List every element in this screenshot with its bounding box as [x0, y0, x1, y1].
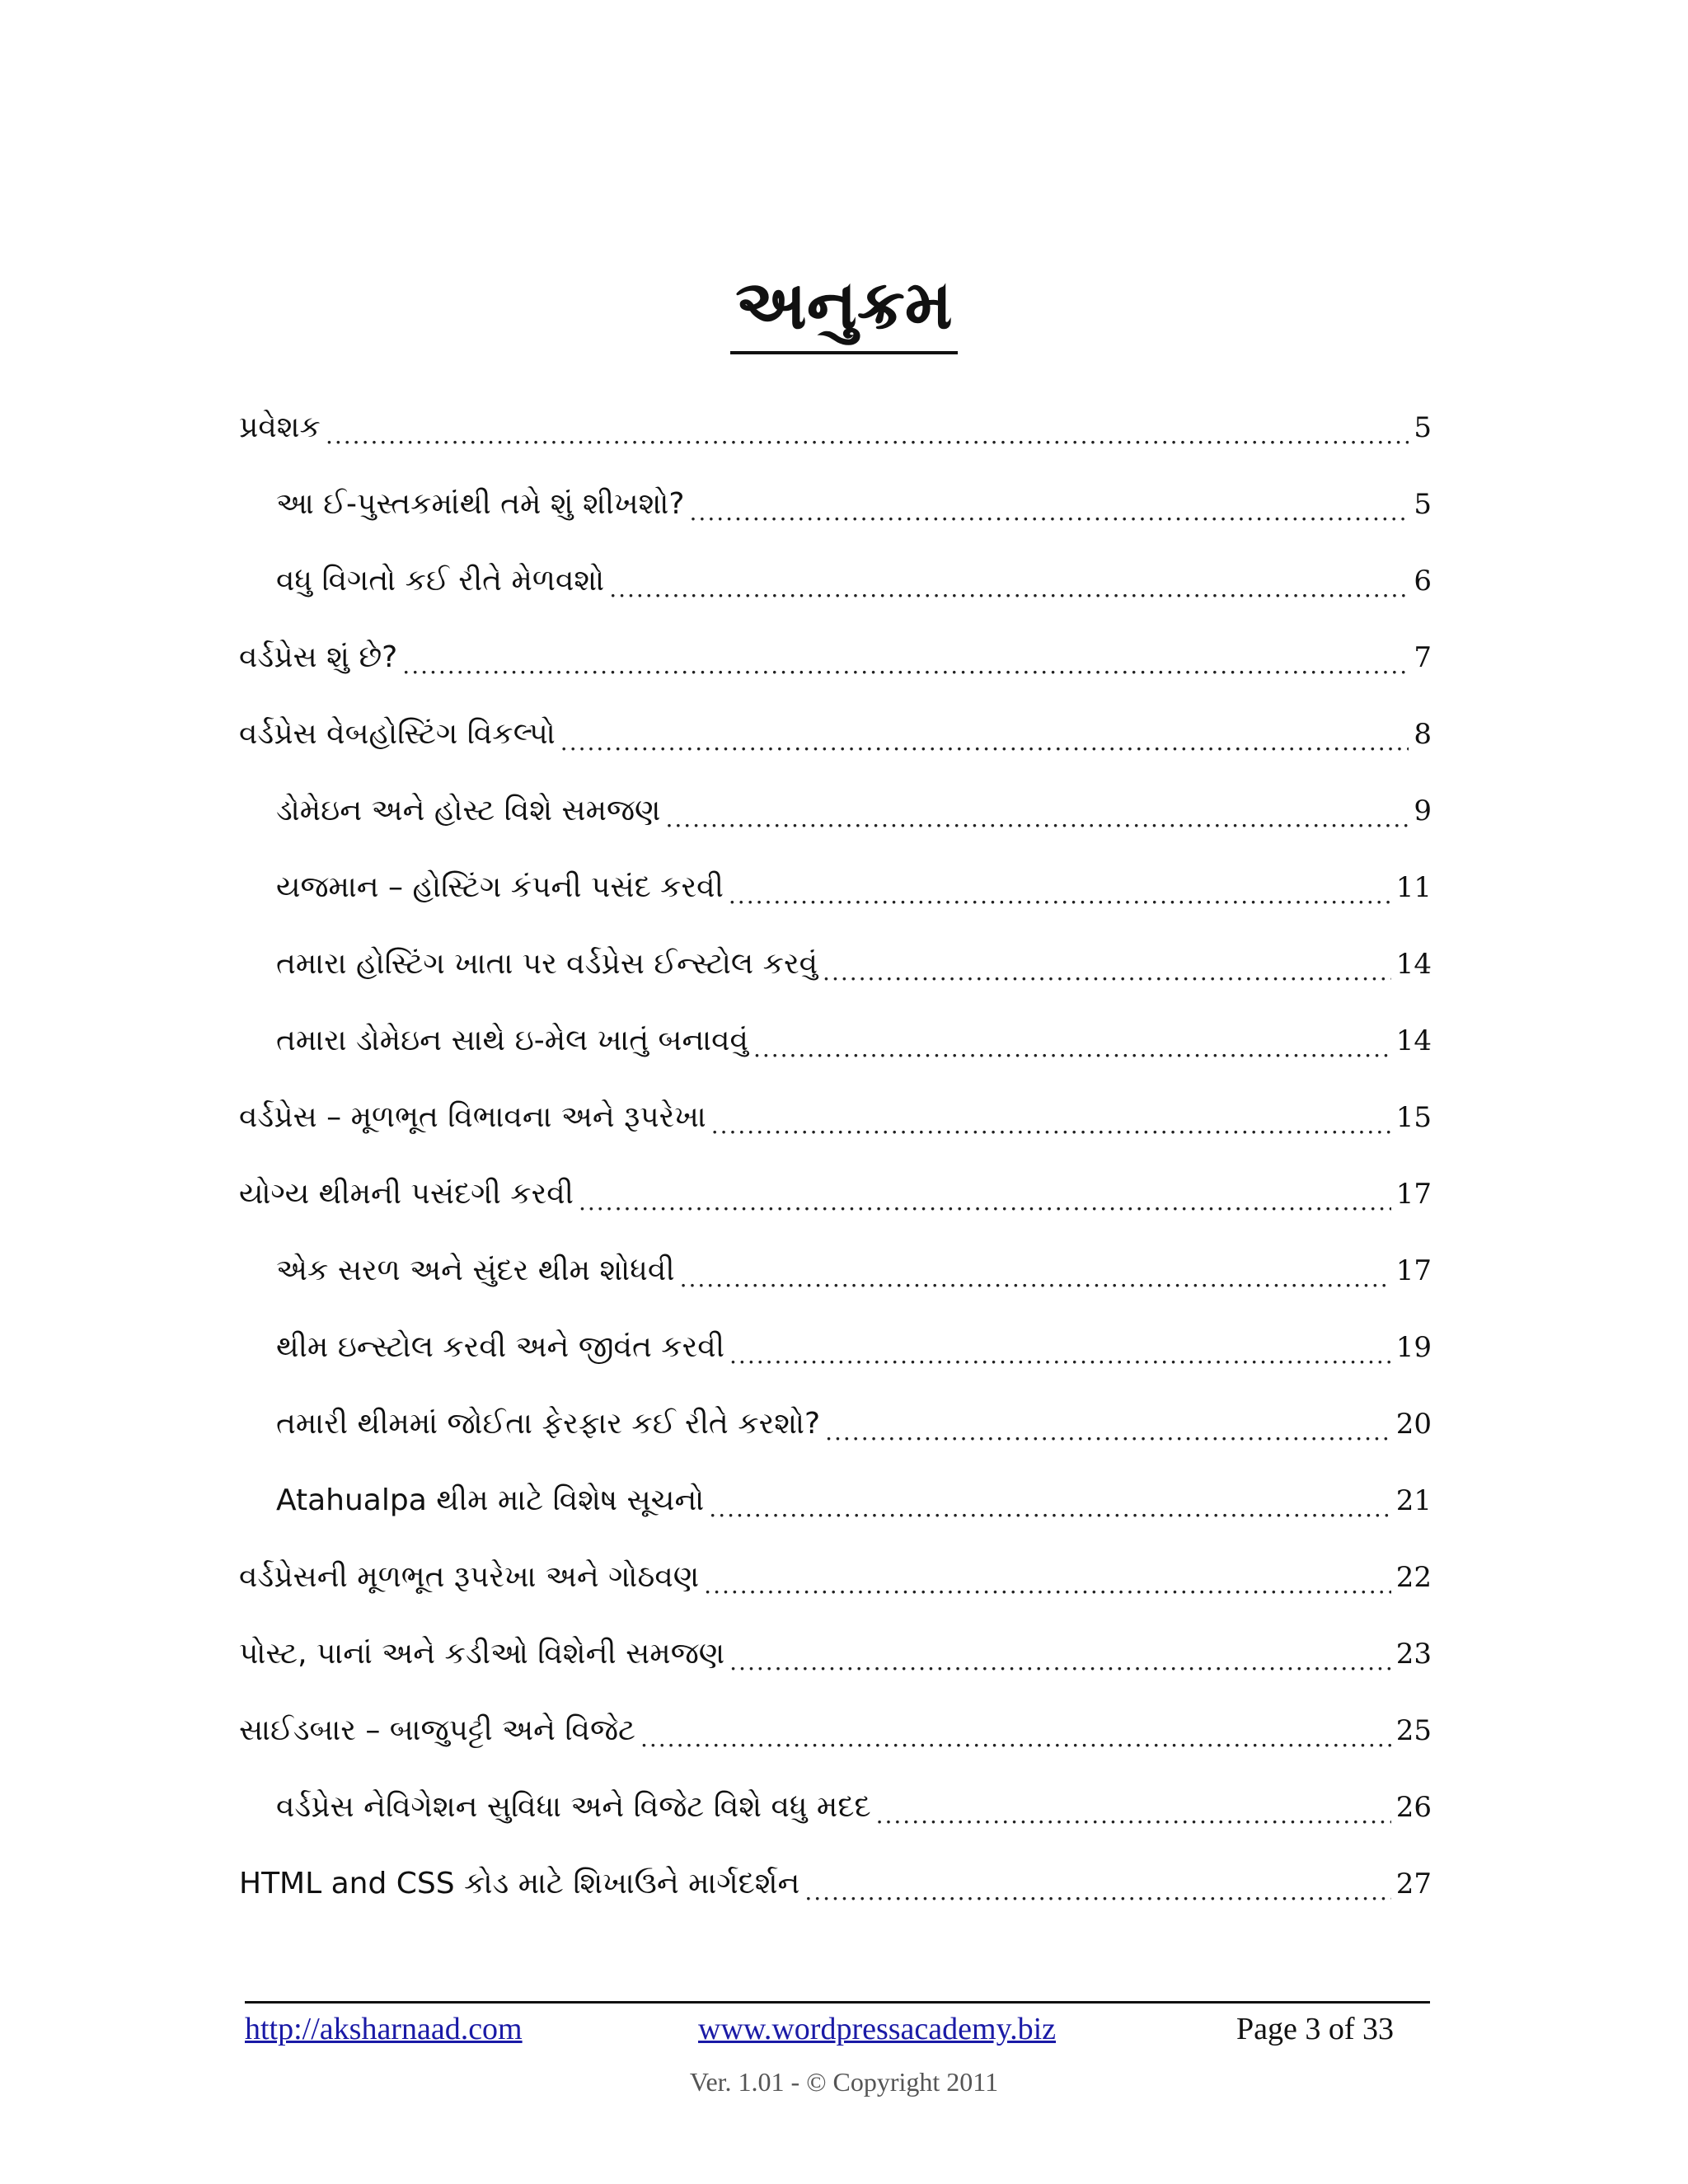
toc-entry-label: તમારા ડોમેઇન સાથે ઇ-મેલ ખાતું બનાવવું — [276, 1023, 748, 1057]
toc-dot-leader — [640, 1727, 1391, 1769]
toc-entry-label: તમારા હોસ્ટિંગ ખાતા પર વર્ડપ્રેસ ઈન્સ્ટોલ કરવું — [276, 946, 818, 981]
toc-entry-page: 23 — [1395, 1637, 1432, 1671]
toc-entry[interactable] — [239, 1845, 1432, 1922]
toc-entry-page: 25 — [1395, 1713, 1432, 1747]
toc-dot-leader — [876, 1804, 1391, 1845]
toc-entry[interactable] — [239, 1155, 1432, 1232]
toc-entry-page: 5 — [1414, 410, 1432, 444]
toc-entry-page: 17 — [1395, 1254, 1432, 1287]
toc-entry[interactable] — [239, 1462, 1432, 1539]
toc-entry[interactable] — [239, 1692, 1432, 1769]
toc-dot-leader — [680, 1268, 1391, 1309]
toc-entry-page: 14 — [1395, 1024, 1432, 1057]
toc-dot-leader — [711, 1114, 1391, 1155]
toc-dot-leader — [665, 808, 1409, 849]
toc-entry[interactable] — [239, 1769, 1432, 1845]
toc-entry-label: Atahualpa થીમ માટે વિશેષ સૂચનો — [276, 1483, 705, 1517]
toc-entry-label: થીમ ઇન્સ્ટોલ કરવી અને જીવંત કરવી — [276, 1329, 725, 1364]
toc-entry[interactable] — [239, 772, 1432, 849]
toc-entry[interactable] — [239, 1309, 1432, 1385]
toc-dot-leader — [709, 1497, 1390, 1539]
toc-entry-label: વધુ વિગતો કઈ રીતે મેળવશો — [276, 563, 605, 598]
toc-entry-page: 8 — [1414, 717, 1432, 751]
version-copyright: Ver. 1.01 - © Copyright 2011 — [689, 2067, 999, 2097]
toc-entry-page: 27 — [1395, 1867, 1432, 1900]
toc-entry-label: વર્ડપ્રેસ શું છે? — [239, 640, 398, 674]
toc-entry-label: વર્ડપ્રેસ – મૂળભૂત વિભાવના અને રૂપરેખા — [239, 1099, 706, 1134]
toc-dot-leader — [753, 1038, 1391, 1079]
toc-entry-label: વર્ડપ્રેસની મૂળભૂત રૂપરેખા અને ગોઠવણ — [239, 1559, 700, 1594]
footer-middle — [698, 2011, 1056, 2047]
toc-entry-label: વર્ડપ્રેસ વેબહોસ્ટિંગ વિકલ્પો — [239, 716, 556, 751]
toc-entry[interactable] — [239, 696, 1432, 772]
toc-entry-page: 14 — [1395, 947, 1432, 981]
toc-entry-label: પોસ્ટ, પાનાં અને કડીઓ વિશેની સમજણ — [239, 1636, 725, 1671]
toc-entry-label: HTML and CSS કોડ માટે શિખાઉને માર્ગદર્શન — [239, 1866, 800, 1900]
toc-dot-leader — [729, 884, 1391, 926]
toc-entry[interactable] — [239, 466, 1432, 542]
toc-dot-leader — [326, 424, 1409, 466]
page-title — [0, 265, 1688, 354]
toc-dot-leader — [690, 501, 1409, 542]
toc-entry-page: 19 — [1395, 1330, 1432, 1364]
toc-dot-leader — [729, 1651, 1391, 1692]
toc-dot-leader — [823, 961, 1391, 1002]
toc-dot-leader — [729, 1344, 1391, 1385]
toc-entry-page: 17 — [1395, 1177, 1432, 1211]
toc-entry-page: 20 — [1395, 1407, 1432, 1441]
toc-entry[interactable] — [239, 1385, 1432, 1462]
footer-left — [245, 2011, 523, 2047]
toc-entry-page: 6 — [1414, 564, 1432, 598]
toc-dot-leader — [804, 1881, 1390, 1922]
toc-entry-label: વર્ડપ્રેસ નેવિગેશન સુવિધા અને વિજેટ વિશે વધુ મદદ — [276, 1789, 871, 1824]
toc-dot-leader — [579, 1191, 1391, 1232]
toc-entry-page: 7 — [1414, 640, 1432, 674]
toc-entry[interactable] — [239, 1079, 1432, 1155]
table-of-contents — [239, 389, 1432, 1922]
toc-entry-page: 22 — [1395, 1560, 1432, 1594]
toc-entry-label: યોગ્ય થીમની પસંદગી કરવી — [239, 1176, 574, 1211]
toc-entry[interactable] — [239, 619, 1432, 696]
footer-divider — [245, 2001, 1430, 2004]
toc-dot-leader — [704, 1574, 1391, 1615]
toc-entry[interactable] — [239, 1615, 1432, 1692]
toc-entry-label: યજમાન – હોસ્ટિંગ કંપની પસંદ કરવી — [276, 869, 724, 904]
toc-entry[interactable] — [239, 1002, 1432, 1079]
toc-entry-page: 11 — [1395, 870, 1432, 904]
toc-entry-label: તમારી થીમમાં જોઈતા ફેરફાર કઈ રીતે કરશો? — [276, 1406, 821, 1441]
toc-entry-page: 26 — [1395, 1790, 1432, 1824]
toc-entry[interactable] — [239, 542, 1432, 619]
toc-entry-label: સાઈડબાર – બાજુપટ્ટી અને વિજેટ — [239, 1713, 635, 1747]
toc-entry-label: પ્રવેશક — [239, 410, 321, 444]
toc-dot-leader — [560, 731, 1409, 772]
toc-entry[interactable] — [239, 926, 1432, 1002]
toc-entry-label: આ ઈ-પુસ્તકમાંથી તમે શું શીખશો? — [276, 486, 685, 521]
toc-entry-page: 9 — [1414, 794, 1432, 827]
toc-dot-leader — [825, 1421, 1391, 1462]
aksharnaad-link[interactable]: http://aksharnaad.com — [245, 2012, 523, 2046]
toc-entry[interactable] — [239, 1539, 1432, 1615]
toc-entry-page: 21 — [1395, 1483, 1432, 1517]
wordpressacademy-link[interactable]: www.wordpressacademy.biz — [698, 2012, 1057, 2046]
toc-dot-leader — [609, 578, 1409, 619]
toc-entry[interactable] — [239, 1232, 1432, 1309]
toc-entry-page: 15 — [1395, 1100, 1432, 1134]
toc-dot-leader — [402, 654, 1409, 696]
toc-entry-label: ડોમેઇન અને હોસ્ટ વિશે સમજણ — [276, 793, 661, 827]
title-text: અનુક્રમ — [730, 265, 957, 354]
toc-entry-page: 5 — [1414, 487, 1432, 521]
page-number: Page 3 of 33 — [1236, 2012, 1395, 2046]
toc-entry[interactable] — [239, 389, 1432, 466]
toc-entry-label: એક સરળ અને સુંદર થીમ શોધવી — [276, 1253, 675, 1287]
toc-entry[interactable] — [239, 849, 1432, 926]
